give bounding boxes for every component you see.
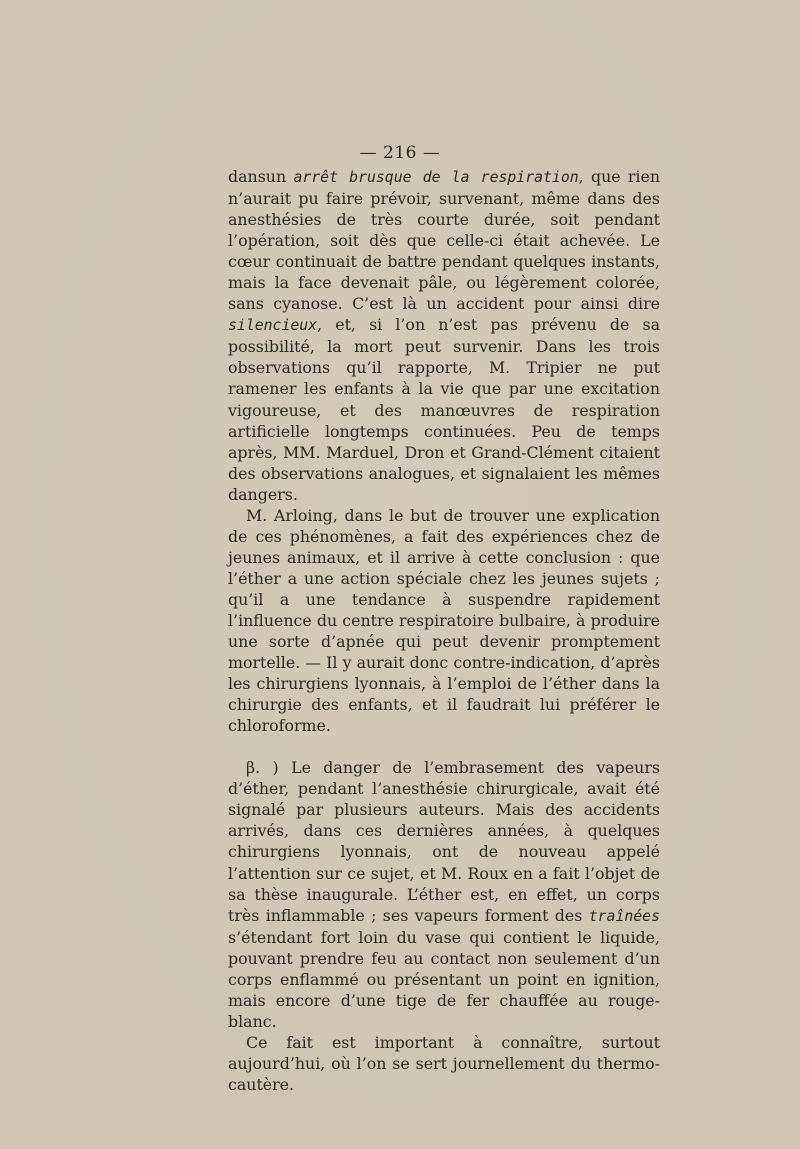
italic-term: traînées — [588, 907, 660, 925]
text-run: , et, si l’on n’est pas prévenu de sa possibilité, la mort peut survenir. Dans les trois observations qu’il rapporte, M. Tripier ne put ramener les enfants à la vie que par une excitation vigoureuse, et des manœuvres de respiration artificielle longtemps continuées. Peu de temps après, MM. Marduel, Dron et Grand-Clément citaient des observations analogues, et signalaient les mêmes dangers. — [228, 315, 660, 504]
text-run: s’étendant fort loin du vase qui contient le liquide, pouvant prendre feu au contact non seulement d’un corps enflammé ou présentant un point en ignition, mais encore d’une tige de fer chauffée au rouge-blanc. — [228, 927, 660, 1031]
italic-term: silencieux — [228, 317, 318, 335]
paragraph-arloing: M. Arloing, dans le but de trouver une explication de ces phénomènes, a fait des expériences chez de jeunes animaux, et il arrive à cette conclusion : que l’éther a une action spéciale chez les jeunes sujets ; qu’il a une tendance à suspendre rapidement l’influence du centre respiratoire bulbaire, à produire une sorte d’apnée qui peut devenir promptement mortelle. — Il y aurait donc contre-indication, d’après les chirurgiens lyonnais, à l’emploi de l’éther dans la chirurgie des enfants, et il faudrait lui préférer le chloroforme. — [228, 505, 660, 736]
italic-term: arrêt brusque de la respiration — [293, 169, 579, 186]
paragraph-thermo-cautery: Ce fait est important à connaître, surtout aujourd’hui, où l’on se sert journellement du thermo-cautère. — [228, 1032, 660, 1094]
paragraph-ether-flammability — [228, 757, 660, 1032]
page-number: — 216 — — [359, 143, 441, 163]
paragraph-respiratory-arrest — [228, 166, 660, 505]
text-run: dansun — [228, 167, 294, 186]
text-run: β. ) Le danger de l’embrasement des vapeurs d’éther, pendant l’anesthésie chirurgicale, avait été signalé par plusieurs auteurs. Mais des accidents arrivés, dans ces dernières années, à quelques chirurgiens lyonnais, ont de nouveau appelé l’attention sur ce sujet, et M. Roux en a fait l’objet de sa thèse inaugurale. L’éther est, en effet, un corps très inflammable ; ses vapeurs forment des — [228, 758, 660, 925]
body-text — [228, 166, 660, 1095]
text-run: , que rien n’aurait pu faire prévoir, survenant, même dans des anesthésies de très courte durée, soit pendant l’opération, soit dès que celle-ci était achevée. Le cœur continuait de battre pendant quelques instants, mais la face devenait pâle, ou légèrement colorée, sans cyanose. C’est là un accident pour ainsi dire — [228, 167, 660, 314]
